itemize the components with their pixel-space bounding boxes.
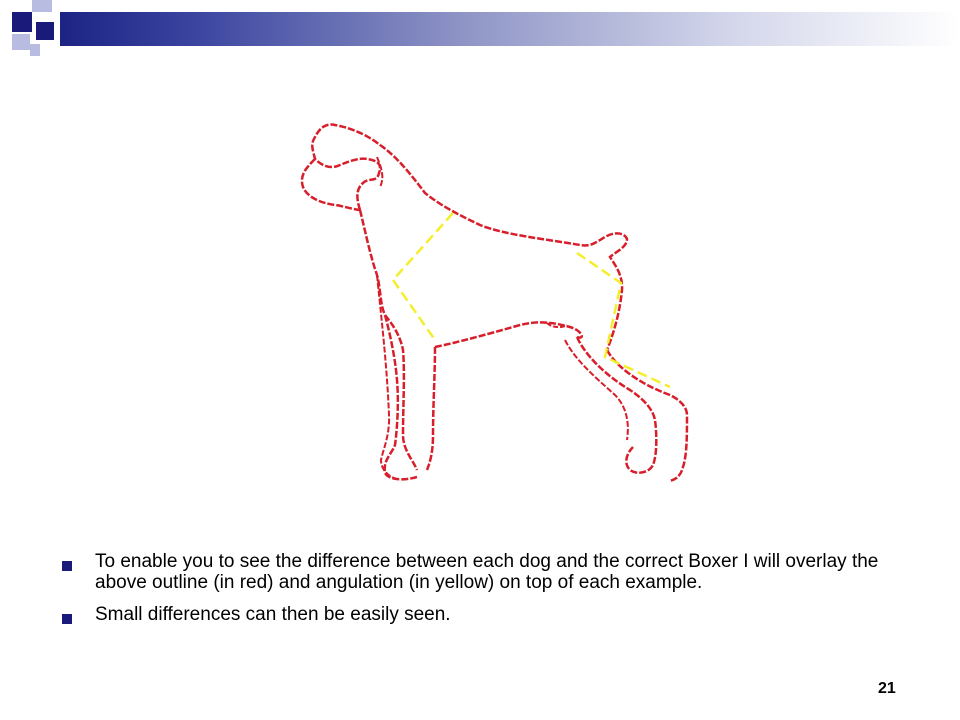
rear-angulation-line — [577, 253, 670, 387]
page-number: 21 — [878, 680, 896, 697]
bullet-text: To enable you to see the difference between each dog and the correct Boxer I will overlay the above outline (in red) and angulation (in yellow) on top of each example. — [95, 551, 879, 593]
dog-outline-front-leg-right — [377, 275, 397, 479]
bullet-item — [60, 604, 890, 625]
bullet-item — [60, 551, 890, 593]
dog-outline-hind-leg-back — [607, 350, 687, 481]
boxer-outline-figure — [285, 115, 705, 495]
bullet-text: Small differences can then be easily seen. — [95, 604, 451, 625]
dog-outline-topline — [312, 125, 627, 351]
header-square-lavender — [12, 34, 30, 50]
front-angulation-line — [393, 213, 453, 340]
dog-outline-belly — [435, 322, 582, 347]
header-square-lavender — [32, 0, 52, 12]
bullet-list — [60, 551, 890, 636]
header-square-navy — [12, 12, 32, 32]
dog-outline-front-leg-inner — [427, 347, 435, 470]
header-gradient-bar — [60, 12, 960, 46]
bullet-square-icon — [62, 561, 72, 571]
dog-outline-hind-leg-inner — [565, 340, 628, 440]
bullet-square-icon — [62, 614, 72, 624]
header-square-lavender — [30, 44, 40, 56]
dog-outline-hind-leg-front — [577, 337, 656, 473]
header-square-navy — [36, 22, 54, 40]
